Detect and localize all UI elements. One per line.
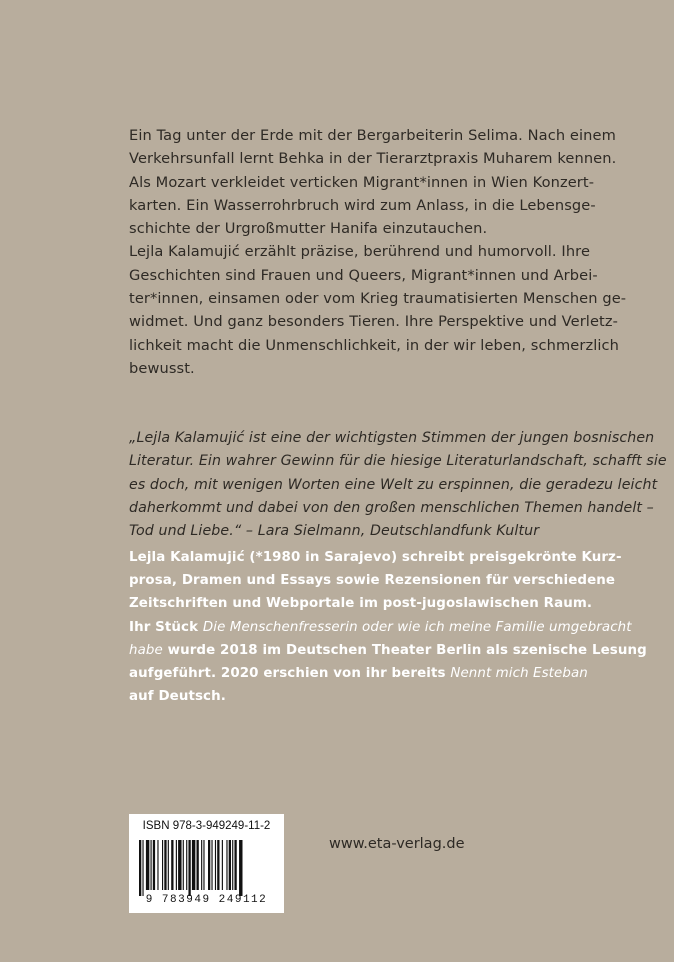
bio-line [129, 639, 647, 662]
isbn-barcode [129, 814, 284, 913]
bio-line [129, 616, 632, 639]
blurb-text [129, 124, 627, 380]
blurb-line: Als Mozart verkleidet verticken Migrant*innen in Wien Konzert- [129, 173, 595, 191]
quote-line: es doch, mit wenigen Worten eine Welt zu erspinnen, die geradezu leicht [129, 476, 658, 493]
bio-line: auf Deutsch. [129, 689, 226, 705]
bio-text: Ihr Stück [129, 619, 203, 635]
book-title: habe [129, 642, 163, 658]
blurb-line: Lejla Kalamujić erzählt präzise, berührend und humorvoll. Ihre [129, 243, 591, 261]
blurb-line: ter*innen, einsamen oder vom Krieg traumatisierten Menschen ge- [129, 290, 627, 308]
quote-line: daherkommt und dabei von den großen menschlichen Themen handelt – [129, 499, 654, 516]
book-title: Die Menschenfresserin oder wie ich meine Familie umgebracht [202, 619, 632, 635]
blurb-line: karten. Ein Wasserrohrbruch wird zum Anlass, in die Lebensge- [129, 196, 596, 214]
isbn-number: ISBN 978-3-949249-11-2 [142, 820, 271, 832]
blurb-line: lichkeit macht die Unmenschlichkeit, in der wir leben, schmerzlich [129, 336, 620, 354]
bio-line: Lejla Kalamujić (*1980 in Sarajevo) schreibt preisgekrönte Kurz- [129, 550, 622, 565]
bio-text: aufgeführt. 2020 erschien von ihr bereits [129, 665, 451, 681]
barcode-bars-icon [137, 840, 276, 896]
blurb-line: Verkehrsunfall lernt Behka in der Tierarztpraxis Muharem kennen. [129, 150, 617, 168]
press-quote [129, 427, 667, 543]
quote-line: Tod und Liebe.“ – Lara Sielmann, Deutschlandfunk Kultur [129, 523, 540, 540]
book-title: Nennt mich Esteban [450, 665, 588, 681]
blurb-line: Ein Tag unter der Erde mit der Bergarbeiterin Selima. Nach einem [129, 127, 616, 144]
quote-line: Literatur. Ein wahrer Gewinn für die hiesige Literaturlandschaft, schafft sie [129, 453, 667, 470]
bio-line: prosa, Dramen und Essays sowie Rezensionen für verschiedene [129, 573, 616, 589]
author-bio [129, 546, 647, 708]
bio-line [129, 662, 588, 685]
bio-text: wurde 2018 im Deutschen Theater Berlin als szenische Lesung [162, 642, 647, 658]
bio-line: Zeitschriften und Webportale im post-jugoslawischen Raum. [129, 596, 593, 612]
quote-line: „Lejla Kalamujić ist eine der wichtigsten Stimmen der jungen bosnischen [129, 430, 655, 446]
publisher-website: www.eta-verlag.de [329, 836, 465, 852]
blurb-line: schichte der Urgroßmutter Hanifa einzutauchen. [129, 220, 488, 238]
barcode-digits: 9 783949 249112 [145, 894, 268, 906]
blurb-line: Geschichten sind Frauen und Queers, Migrant*innen und Arbei- [129, 266, 598, 284]
blurb-line: bewusst. [129, 359, 195, 377]
blurb-line: widmet. Und ganz besonders Tieren. Ihre Perspektive und Verletz- [129, 313, 618, 331]
